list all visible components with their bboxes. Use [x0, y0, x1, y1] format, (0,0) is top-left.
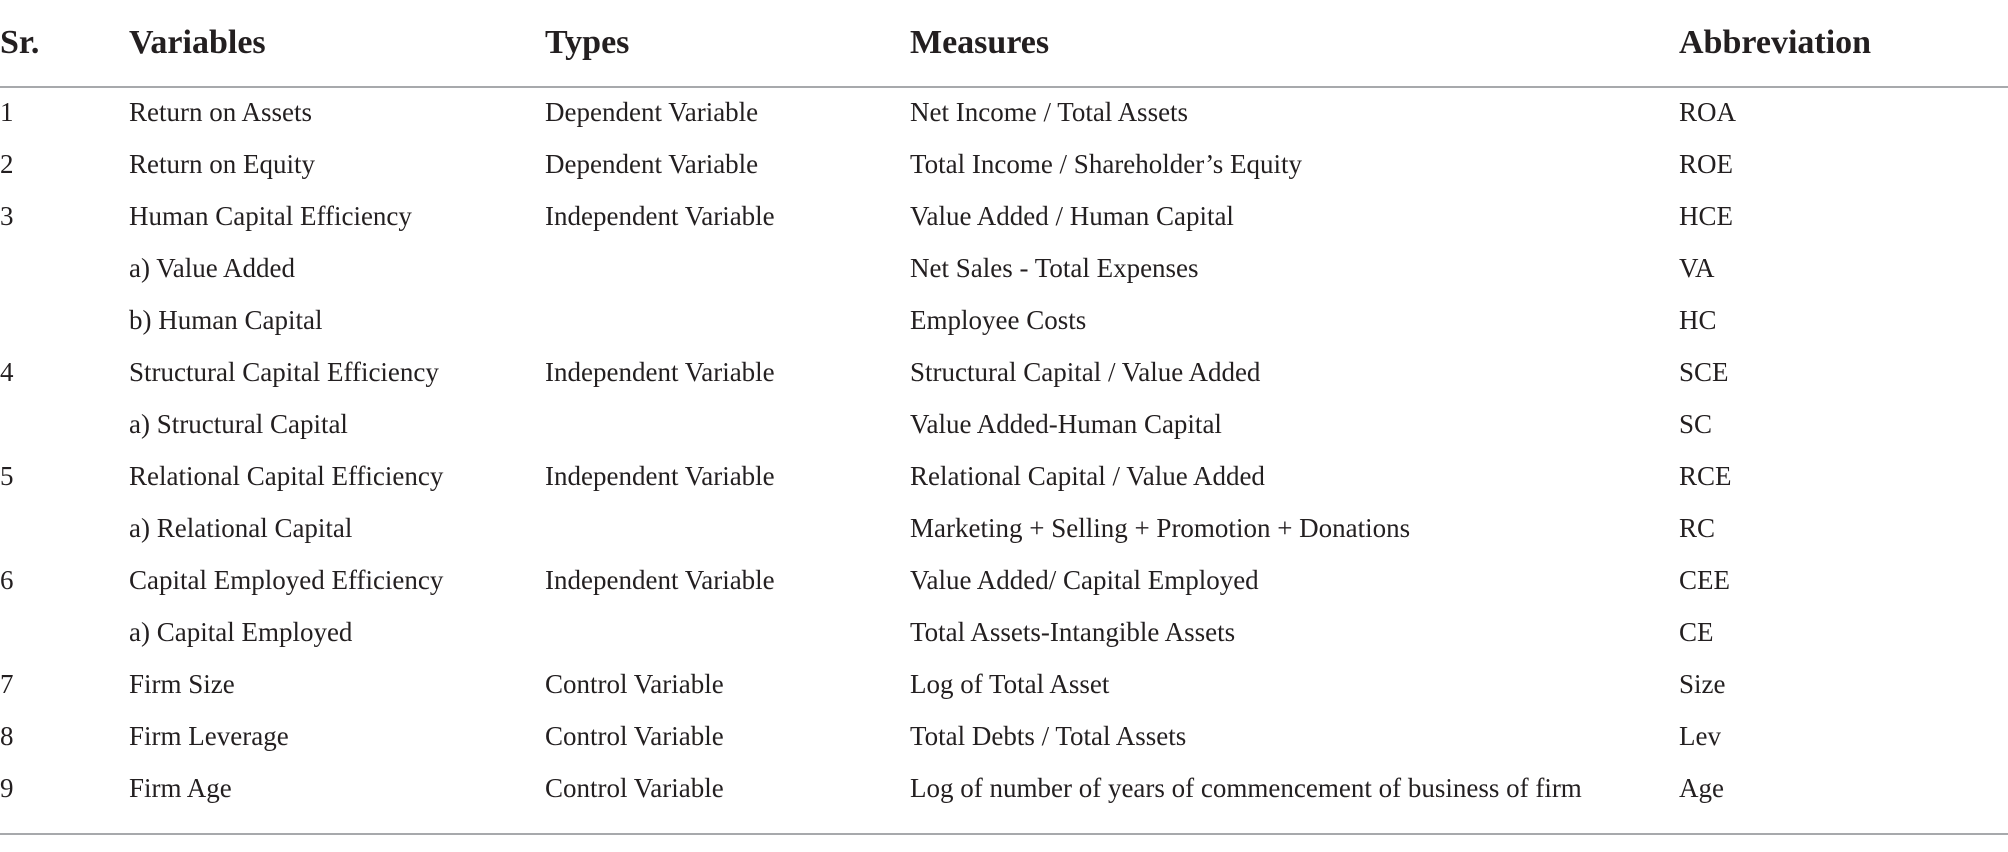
cell-type: Control Variable [545, 773, 724, 803]
table-row [0, 138, 2008, 190]
cell-sr: 9 [0, 773, 14, 803]
cell-type: Independent Variable [545, 565, 775, 595]
cell-variable: Structural Capital Efficiency [129, 357, 439, 387]
table-row [0, 294, 2008, 346]
cell-abbreviation: SCE [1679, 357, 1729, 387]
table-row [0, 242, 2008, 294]
cell-measure: Marketing + Selling + Promotion + Donations [910, 513, 1411, 543]
header-measures: Measures [910, 24, 1050, 61]
cell-sr: 5 [0, 461, 14, 491]
cell-sr: 8 [0, 721, 14, 751]
cell-measure: Net Sales - Total Expenses [910, 253, 1199, 283]
cell-measure: Structural Capital / Value Added [910, 357, 1261, 387]
cell-variable: Return on Assets [129, 97, 313, 127]
cell-variable: a) Relational Capital [129, 513, 353, 543]
cell-measure: Value Added / Human Capital [910, 201, 1234, 231]
cell-sr: 1 [0, 97, 14, 127]
header-types: Types [545, 24, 630, 61]
table-row [0, 398, 2008, 450]
cell-abbreviation: RCE [1679, 461, 1732, 491]
table-row [0, 502, 2008, 554]
cell-measure: Total Debts / Total Assets [910, 721, 1187, 751]
cell-abbreviation: ROE [1679, 149, 1733, 179]
cell-variable: Return on Equity [129, 149, 315, 179]
cell-measure: Log of Total Asset [910, 669, 1110, 699]
cell-abbreviation: Age [1679, 773, 1724, 803]
cell-measure: Value Added/ Capital Employed [910, 565, 1259, 595]
header-sr: Sr. [0, 24, 40, 61]
cell-sr: 7 [0, 669, 14, 699]
cell-variable: Firm Leverage [129, 721, 289, 751]
cell-measure: Log of number of years of commencement of business of firm [910, 773, 1582, 803]
cell-abbreviation: HC [1679, 305, 1717, 335]
cell-abbreviation: Size [1679, 669, 1726, 699]
cell-sr: 3 [0, 201, 14, 231]
cell-variable: b) Human Capital [129, 305, 323, 335]
cell-type: Control Variable [545, 669, 724, 699]
cell-abbreviation: VA [1679, 253, 1715, 283]
cell-type: Independent Variable [545, 461, 775, 491]
cell-type: Control Variable [545, 721, 724, 751]
cell-measure: Value Added-Human Capital [910, 409, 1222, 439]
cell-abbreviation: SC [1679, 409, 1713, 439]
cell-variable: Capital Employed Efficiency [129, 565, 444, 595]
cell-measure: Total Assets-Intangible Assets [910, 617, 1236, 647]
cell-measure: Relational Capital / Value Added [910, 461, 1265, 491]
table-row [0, 554, 2008, 606]
table-row [0, 710, 2008, 762]
cell-abbreviation: RC [1679, 513, 1716, 543]
table-row [0, 450, 2008, 502]
table-header-row [0, 0, 2008, 86]
cell-abbreviation: HCE [1679, 201, 1733, 231]
cell-variable: Firm Age [129, 773, 232, 803]
cell-type: Dependent Variable [545, 149, 759, 179]
table-bottom-rule [0, 833, 2008, 835]
table-row [0, 658, 2008, 710]
cell-abbreviation: Lev [1679, 721, 1721, 751]
cell-type: Independent Variable [545, 201, 775, 231]
header-abbreviation: Abbreviation [1679, 24, 1872, 61]
cell-abbreviation: ROA [1679, 97, 1737, 127]
cell-abbreviation: CE [1679, 617, 1714, 647]
cell-sr: 6 [0, 565, 14, 595]
cell-variable: a) Value Added [129, 253, 295, 283]
header-variables: Variables [129, 24, 266, 61]
table-row [0, 86, 2008, 138]
cell-sr: 2 [0, 149, 14, 179]
cell-measure: Total Income / Shareholder’s Equity [910, 149, 1303, 179]
cell-type: Dependent Variable [545, 97, 759, 127]
table-row [0, 606, 2008, 658]
cell-variable: a) Structural Capital [129, 409, 348, 439]
cell-measure: Employee Costs [910, 305, 1087, 335]
cell-measure: Net Income / Total Assets [910, 97, 1189, 127]
table-row [0, 190, 2008, 242]
cell-sr: 4 [0, 357, 14, 387]
cell-variable: a) Capital Employed [129, 617, 353, 647]
table-row [0, 346, 2008, 398]
cell-variable: Human Capital Efficiency [129, 201, 412, 231]
cell-variable: Relational Capital Efficiency [129, 461, 444, 491]
table-row [0, 762, 2008, 814]
cell-variable: Firm Size [129, 669, 235, 699]
cell-abbreviation: CEE [1679, 565, 1730, 595]
cell-type: Independent Variable [545, 357, 775, 387]
